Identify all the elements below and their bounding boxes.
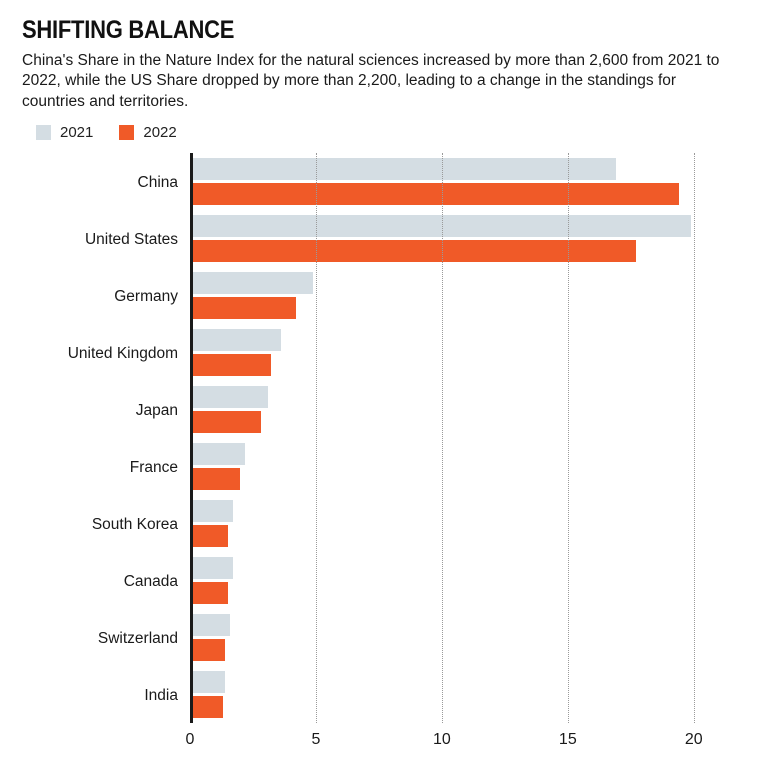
bar-2022: [190, 354, 271, 376]
category-label: France: [129, 459, 178, 477]
legend-label-2021: 2021: [60, 124, 94, 142]
chart-legend: [36, 124, 752, 141]
bar-2022: [190, 411, 261, 433]
x-tick-label: 0: [185, 731, 195, 749]
category-label: Germany: [114, 288, 178, 306]
bar-group: [137, 153, 724, 210]
bar-2022: [190, 639, 225, 661]
bar-2022: [190, 240, 636, 262]
category-label: United Kingdom: [67, 345, 178, 363]
bar-group: [123, 552, 724, 609]
gridline: [694, 153, 695, 723]
page-title: SHIFTING BALANCE: [22, 16, 235, 44]
bar-group: [129, 438, 724, 495]
bar-2021: [190, 671, 225, 693]
category-label: China: [137, 174, 178, 192]
bar-2021: [190, 443, 245, 465]
legend-swatch-2021: [36, 125, 51, 140]
bar-2022: [190, 183, 679, 205]
x-tick-label: 15: [558, 731, 577, 749]
legend-item-2021: [36, 124, 93, 141]
bar-2021: [190, 329, 281, 351]
gridline: [568, 153, 569, 723]
category-label: Canada: [123, 573, 178, 591]
bar-2021: [190, 557, 233, 579]
legend-label-2022: 2022: [143, 124, 177, 142]
bar-2022: [190, 297, 296, 319]
chart-subtitle: China's Share in the Nature Index for the natural sciences increased by more than 2,600 from 2021 to 2022, while the US Share dropped by more than 2,200, leading to a change in the standings for countries and territories.: [22, 52, 720, 110]
bar-group: [97, 609, 724, 666]
legend-swatch-2022: [119, 125, 134, 140]
gridline: [316, 153, 317, 723]
category-label: India: [144, 687, 178, 705]
x-tick-label: 20: [684, 731, 703, 749]
bar-2022: [190, 582, 228, 604]
bar-group: [67, 324, 724, 381]
legend-item-2022: [119, 124, 176, 141]
category-label: United States: [84, 231, 178, 249]
bar-chart: [18, 149, 758, 749]
category-label: Japan: [135, 402, 178, 420]
category-label: Switzerland: [97, 630, 178, 648]
bar-2021: [190, 158, 616, 180]
bar-group: [114, 267, 724, 324]
bar-2021: [190, 500, 233, 522]
bar-2021: [190, 272, 313, 294]
y-axis-line: [190, 153, 193, 723]
bar-group: [135, 381, 724, 438]
bar-rows: [67, 153, 724, 723]
gridline: [442, 153, 443, 723]
bar-group: [84, 210, 724, 267]
bar-2021: [190, 614, 230, 636]
category-label: South Korea: [91, 516, 178, 534]
bar-2021: [190, 215, 691, 237]
x-axis: [185, 727, 724, 757]
bar-2021: [190, 386, 268, 408]
bar-2022: [190, 468, 240, 490]
x-tick-label: 5: [311, 731, 321, 749]
bar-group: [144, 666, 724, 723]
bar-2022: [190, 525, 228, 547]
bar-2022: [190, 696, 223, 718]
plot-area: [67, 153, 724, 723]
bar-group: [91, 495, 724, 552]
x-tick-label: 10: [432, 731, 451, 749]
